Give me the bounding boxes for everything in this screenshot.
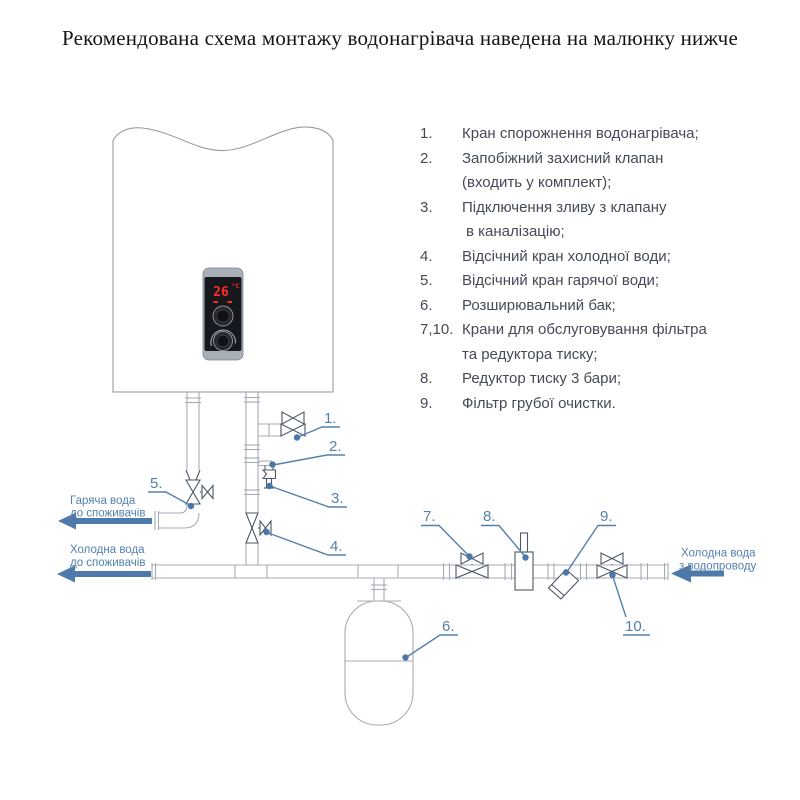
upper-knob[interactable] <box>213 306 233 326</box>
callout-8: 8. <box>483 508 496 525</box>
legend-item-text: Підключення зливу з клапану в каналізацію; <box>462 198 667 240</box>
legend-item-text: Відсічний кран гарячої води; <box>462 272 660 289</box>
cold-in-label-line2: з водопроводу <box>679 560 757 573</box>
hot-water-label-line1: Гаряча вода <box>70 495 136 507</box>
control-panel <box>203 268 243 360</box>
callout-2: 2. <box>329 438 342 455</box>
legend-item-number: 5. <box>420 272 433 289</box>
page-title: Рекомендована схема монтажу водонагрівача наведена на малюнку нижче <box>62 26 738 50</box>
callout-10: 10. <box>625 618 646 635</box>
legend-item-number: 2. <box>420 149 433 167</box>
water-heater <box>113 127 333 392</box>
hot-shutoff-valve-5 <box>186 470 213 504</box>
legend-item-text: Відсічний кран холодної води; <box>462 247 671 265</box>
legend-item-number: 6. <box>420 296 433 314</box>
indicator-mark-right <box>228 301 233 303</box>
legend-item-text: Розширювальний бак; <box>462 296 616 314</box>
cold-shutoff-valve-4 <box>246 513 271 543</box>
legend-item-number: 4. <box>420 247 433 265</box>
cold-in-label-line1: Холодна вода <box>681 547 756 560</box>
cold-water-line <box>57 392 757 725</box>
legend-item-number: 1. <box>420 125 433 142</box>
legend-item-number: 3. <box>420 198 433 216</box>
pressure-reducer-8 <box>515 533 533 590</box>
hot-water-line <box>58 392 213 530</box>
legend-item-text: Фільтр грубої очистки. <box>462 394 616 412</box>
callout-5: 5. <box>150 475 163 492</box>
callout-6: 6. <box>442 618 455 635</box>
legend-item-number: 7,10. <box>420 321 454 338</box>
expansion-tank-6 <box>345 578 413 725</box>
callout-3: 3. <box>331 490 344 507</box>
drain-valve-1 <box>258 412 305 436</box>
cold-out-label-line2: до споживачів <box>70 557 146 569</box>
legend-item-number: 9. <box>420 394 433 412</box>
temperature-display: 26 <box>213 285 229 300</box>
legend-item-text: Редуктор тиску 3 бари; <box>462 370 622 387</box>
temperature-unit: °C <box>231 282 240 290</box>
cold-out-label-line1: Холодна вода <box>70 544 145 556</box>
legend-item-number: 8. <box>420 370 433 387</box>
indicator-mark-left <box>214 301 219 303</box>
callout-9: 9. <box>600 508 613 525</box>
callout-1: 1. <box>324 410 337 427</box>
hot-water-label-line2: до споживачів <box>70 507 146 520</box>
callout-4: 4. <box>330 538 343 555</box>
callout-7: 7. <box>423 508 436 525</box>
legend-item-text: Крани для обслуговування фільтра та редуктора тиску; <box>462 321 707 363</box>
legend-item-text: Запобіжний захисний клапан (входить у комплект); <box>462 149 664 191</box>
legend-item-text: Кран спорожнення водонагрівача; <box>462 125 699 142</box>
